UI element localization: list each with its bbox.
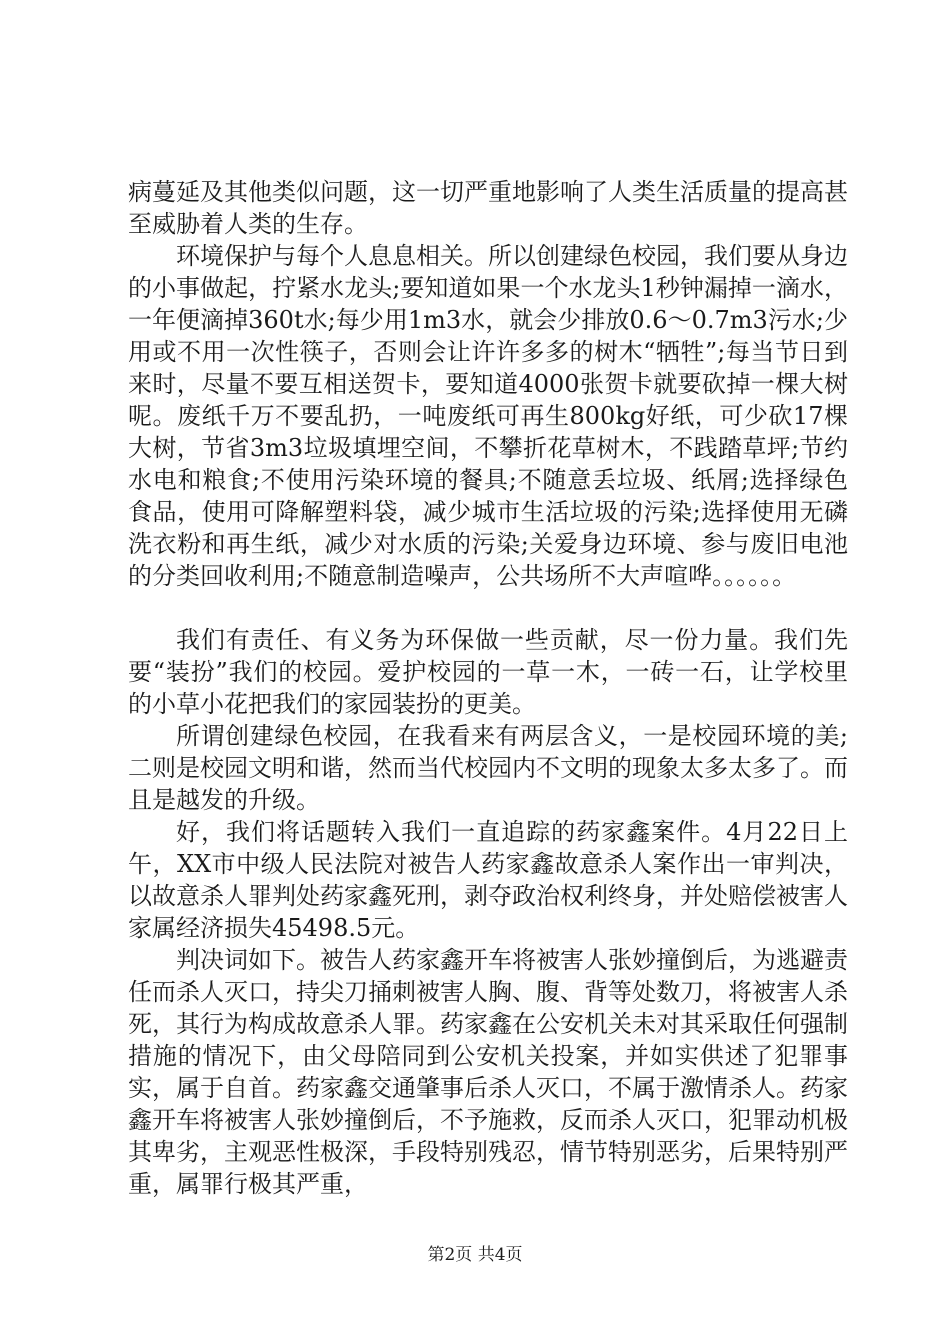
paragraph-continuation: 病蔓延及其他类似问题，这一切严重地影响了人类生活质量的提高甚至威胁着人类的生存。: [128, 178, 848, 238]
paragraph-environment-protection: 环境保护与每个人息息相关。所以创建绿色校园，我们要从身边的小事做起，拧紧水龙头;要知道如果一个水龙头1秒钟漏掉一滴水，一年便滴掉360t水;每少用1m3水，就会少排放0.6～0.7m3污水;少用或不用一次性筷子，否则会让许许多多的树木“牺牲”;每当节日到来时，尽量不要互相送贺卡，要知道4000张贺卡就要砍掉一棵大树呢。废纸千万不要乱扔，一吨废纸可再生800kg好纸，可少砍17棵大树，节省3m3垃圾填埋空间，不攀折花草树木，不践踏草坪;节约水电和粮食;不使用污染环境的餐具;不随意丢垃圾、纸屑;选择绿色食品，使用可降解塑料袋，减少城市生活垃圾的污染;选择使用无磷洗衣粉和再生纸，减少对水质的污染;关爱身边环境、参与废旧电池的分类回收利用;不随意制造噪声，公共场所不大声喧哗。。。。。。: [128, 242, 848, 590]
page-footer: 第2页 共4页: [427, 1245, 523, 1265]
paragraph-responsibility: 我们有责任、有义务为环保做一些贡献，尽一份力量。我们先要“装扮”我们的校园。爱护校园的一草一木，一砖一石，让学校里的小草小花把我们的家园装扮的更美。: [128, 626, 848, 718]
paragraph-case-topic: 好，我们将话题转入我们一直追踪的药家鑫案件。4月22日上午，XX市中级人民法院对被告人药家鑫故意杀人案作出一审判决，以故意杀人罪判处药家鑫死刑，剥夺政治权利终身，并处赔偿被害人家属经济损失45498.5元。: [128, 818, 848, 942]
paragraph-verdict: 判决词如下。被告人药家鑫开车将被害人张妙撞倒后，为逃避责任而杀人灭口，持尖刀捅刺被害人胸、腹、背等处数刀，将被害人杀死，其行为构成故意杀人罪。药家鑫在公安机关未对其采取任何强制措施的情况下，由父母陪同到公安机关投案，并如实供述了犯罪事实，属于自首。药家鑫交通肇事后杀人灭口，不属于激情杀人。药家鑫开车将被害人张妙撞倒后，不予施救，反而杀人灭口，犯罪动机极其卑劣，主观恶性极深，手段特别残忍，情节特别恶劣，后果特别严重，属罪行极其严重，: [128, 946, 848, 1198]
document-body: [128, 176, 848, 1200]
paragraph-green-campus-meaning: 所谓创建绿色校园，在我看来有两层含义，一是校园环境的美;二则是校园文明和谐，然而当代校园内不文明的现象太多太多了。而且是越发的升级。: [128, 722, 848, 814]
